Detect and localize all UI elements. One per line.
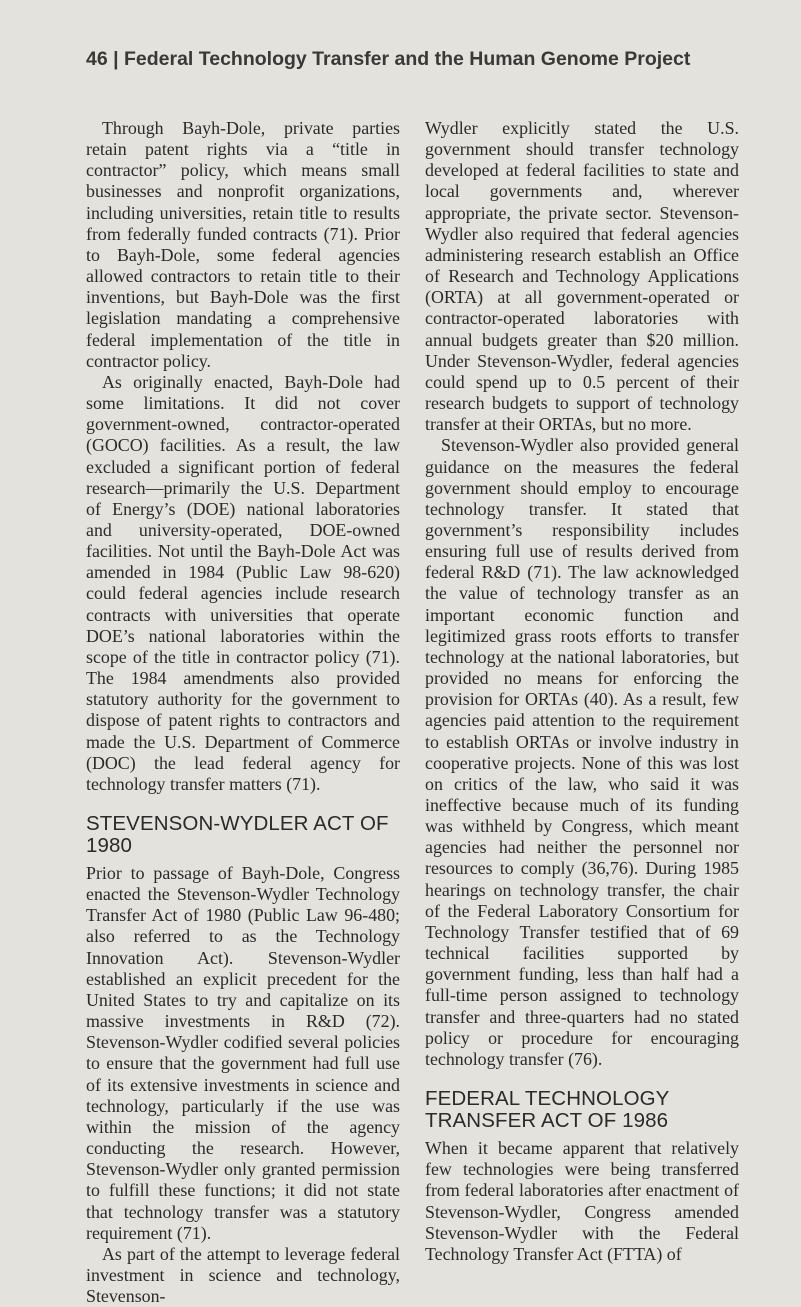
paragraph: As part of the attempt to leverage federal investment in science and technology, Stevenson- — [86, 1243, 400, 1307]
running-head: 46 | Federal Technology Transfer and the Human Genome Project — [86, 48, 691, 70]
paragraph: When it became apparent that relatively few technologies were being transferred from federal laboratories after enactment of Stevenson-Wydler, Congress amended Stevenson-Wydler with the Federal Technology Transfer Act (FTTA) of — [425, 1138, 739, 1264]
section-heading-ftta: FEDERAL TECHNOLOGY TRANSFER ACT OF 1986 — [425, 1087, 670, 1133]
left-column — [86, 118, 400, 1307]
paragraph: Stevenson-Wydler also provided general guidance on the measures the federal government should employ to encourage technology transfer. It stated that government’s responsibility includes ensuring full use of results derived from federal R&D (71). The law acknowledged the value of technology transfer as an important economic function and legitimized grass roots efforts to transfer technology at the national laboratories, but provided no means for enforcing the provision for ORTAs (40). As a result, few agencies paid attention to the requirement to establish ORTAs or involve industry in cooperative projects. None of this was lost on critics of the law, who said it was ineffective because much of its funding was withheld by Congress, which meant agencies had neither the personnel nor resources to comply (36,76). During 1985 hearings on technology transfer, the chair of the Federal Laboratory Consortium for Technology Transfer testified that of 69 technical facilities supported by government funding, less than half had a full-time person assigned to technology transfer and three-quarters had no stated policy or procedure for encouraging technology transfer (76). — [425, 435, 739, 1069]
paragraph: Through Bayh-Dole, private parties retain patent rights via a “title in contractor” policy, which means small businesses and nonprofit organizations, including universities, retain title to results from federally funded contracts (71). Prior to Bayh-Dole, some federal agencies allowed contractors to retain title to their inventions, but Bayh-Dole was the first legislation mandating a comprehensive federal implementation of the title in contractor policy. — [86, 118, 400, 371]
right-column — [425, 118, 739, 1265]
paragraph: Prior to passage of Bayh-Dole, Congress enacted the Stevenson-Wydler Technology Transfer Act of 1980 (Public Law 96-480; also referred to as the Technology Innovation Act). Stevenson-Wydler established an explicit precedent for the United States to try and capitalize on its massive investments in R&D (72). Stevenson-Wydler codified several policies to ensure that the government had full use of its extensive investments in science and technology, particularly if the use was within the mission of the agency conducting the research. However, Stevenson-Wydler only granted permission to fulfill these functions; it did not state that technology transfer was a statutory requirement (71). — [86, 863, 400, 1243]
paragraph: As originally enacted, Bayh-Dole had some limitations. It did not cover government-owned, contractor-operated (GOCO) facilities. As a result, the law excluded a significant portion of federal research—primarily the U.S. Department of Energy’s (DOE) national laboratories and university-operated, DOE-owned facilities. Not until the Bayh-Dole Act was amended in 1984 (Public Law 98-620) could federal agencies include research contracts with universities that operate DOE’s national laboratories within the scope of the title in contractor policy (71). The 1984 amendments also provided statutory authority for the government to dispose of patent rights to contractors and made the U.S. Department of Commerce (DOC) the lead federal agency for technology transfer matters (71). — [86, 371, 400, 794]
section-heading-stevenson-wydler: STEVENSON-WYDLER ACT OF 1980 — [86, 812, 389, 857]
paragraph: Wydler explicitly stated the U.S. government should transfer technology developed at federal facilities to state and local governments and, wherever appropriate, the private sector. Stevenson-Wydler also required that federal agencies administering research establish an Office of Research and Technology Applications (ORTA) at all government-operated or contractor-operated laboratories with annual budgets greater than $20 million. Under Stevenson-Wydler, federal agencies could spend up to 0.5 percent of their research budgets to support of technology transfer at their ORTAs, but no more. — [425, 118, 739, 435]
